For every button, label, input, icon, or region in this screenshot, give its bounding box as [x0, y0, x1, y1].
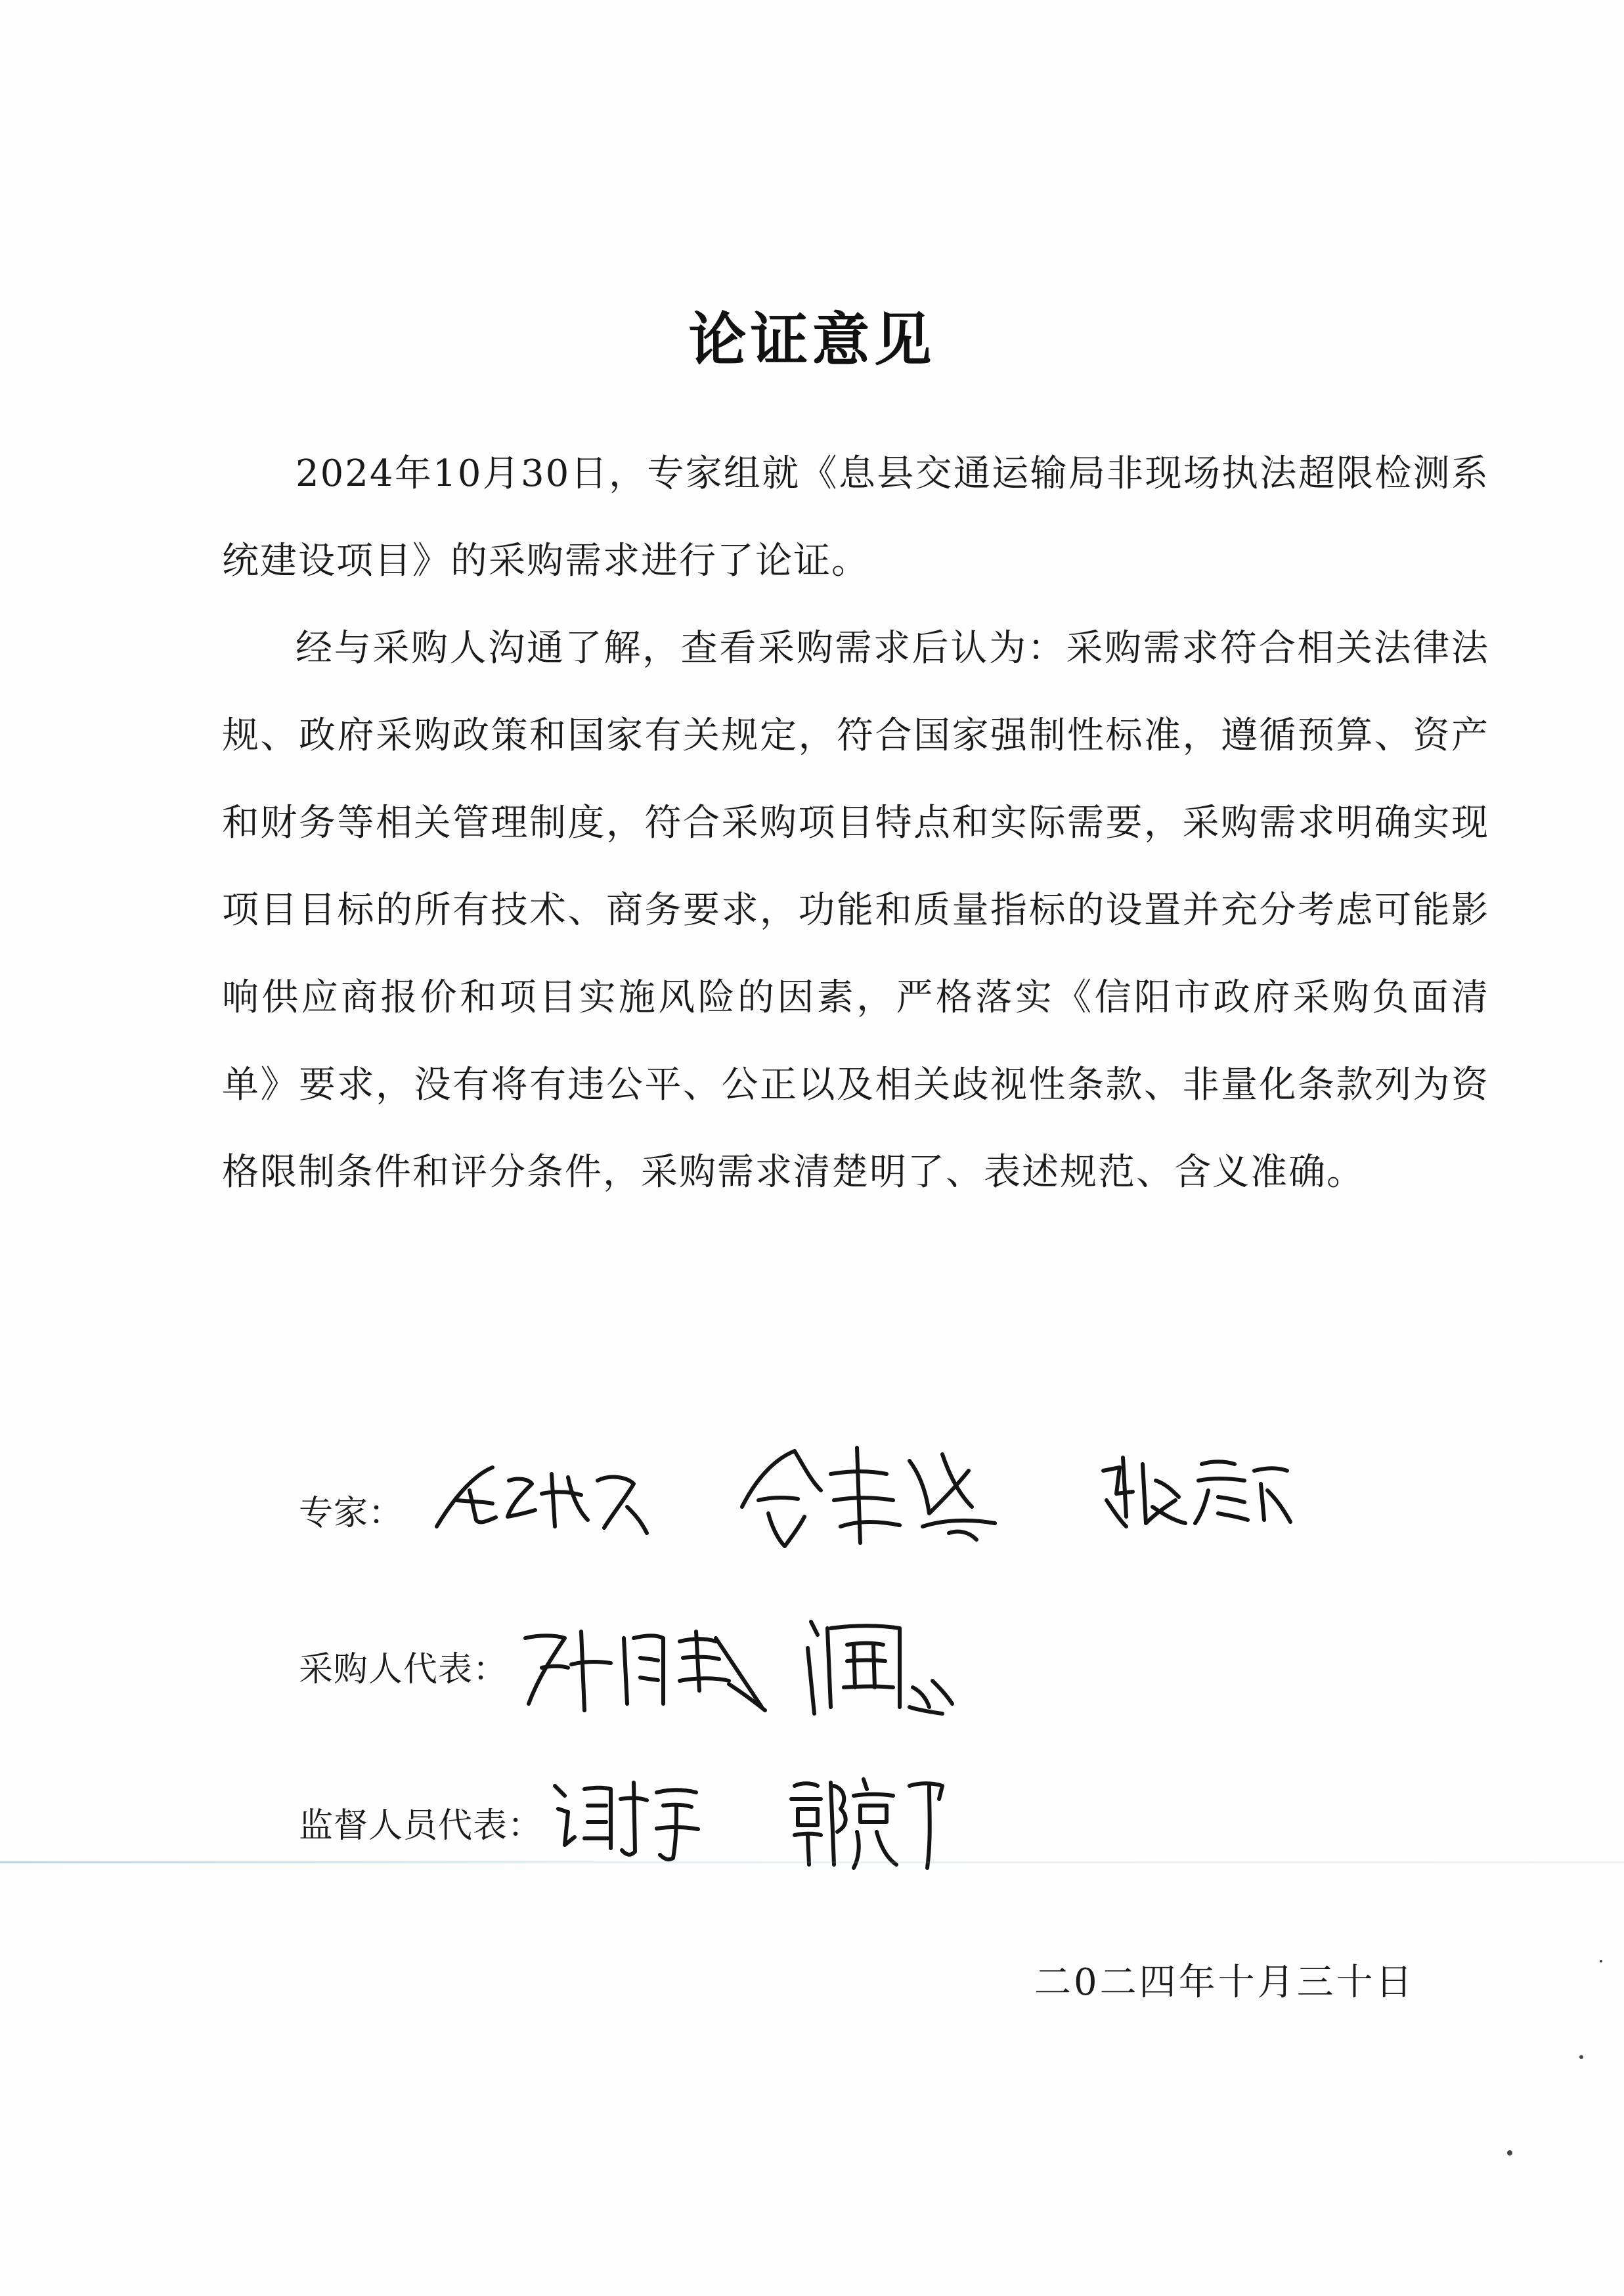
purchaser-label: 采购人代表：	[299, 1650, 508, 1689]
expert-signature-3	[1093, 1444, 1297, 1536]
document-date: 二0二四年十月三十日	[1034, 1961, 1415, 2004]
scan-speck	[1507, 2150, 1512, 2155]
supervisor-signature-1	[548, 1766, 706, 1865]
experts-label: 专家：	[299, 1494, 404, 1533]
paragraph-2: 经与采购人沟通了解，查看采购需求后认为：采购需求符合相关法律法规、政府采购政策和国家有关规定，符合国家强制性标准，遵循预算、资产和财务等相关管理制度，符合采购项目特点和实际需要，采购需求明确实现项目目标的所有技术、商务要求，功能和质量指标的设置并充分考虑可能影响供应商报价和项目实施风险的因素，严格落实《信阳市政府采购负面清单》要求，没有将有违公平、公正以及相关歧视性条款、非量化条款列为资格限制条件和评分条件，采购需求清楚明了、表述规范、含义准确。	[222, 627, 1489, 1194]
document-body	[222, 430, 1489, 1216]
scan-artifact-line	[0, 1861, 1624, 1863]
purchaser-signature-2	[801, 1609, 959, 1720]
expert-signature-1	[430, 1454, 653, 1540]
paragraph-1: 2024年10月30日，专家组就《息县交通运输局非现场执法超限检测系统建设项目》的采购需求进行了论证。	[222, 452, 1489, 582]
scan-speck	[1600, 1960, 1602, 1962]
expert-signature-2	[732, 1435, 1008, 1553]
supervisor-signature-2	[781, 1760, 952, 1871]
scan-speck	[1579, 2055, 1583, 2059]
purchaser-signature-1	[519, 1612, 775, 1717]
supervisor-label: 监督人员代表：	[299, 1806, 543, 1846]
page-title: 论证意见	[688, 306, 936, 374]
